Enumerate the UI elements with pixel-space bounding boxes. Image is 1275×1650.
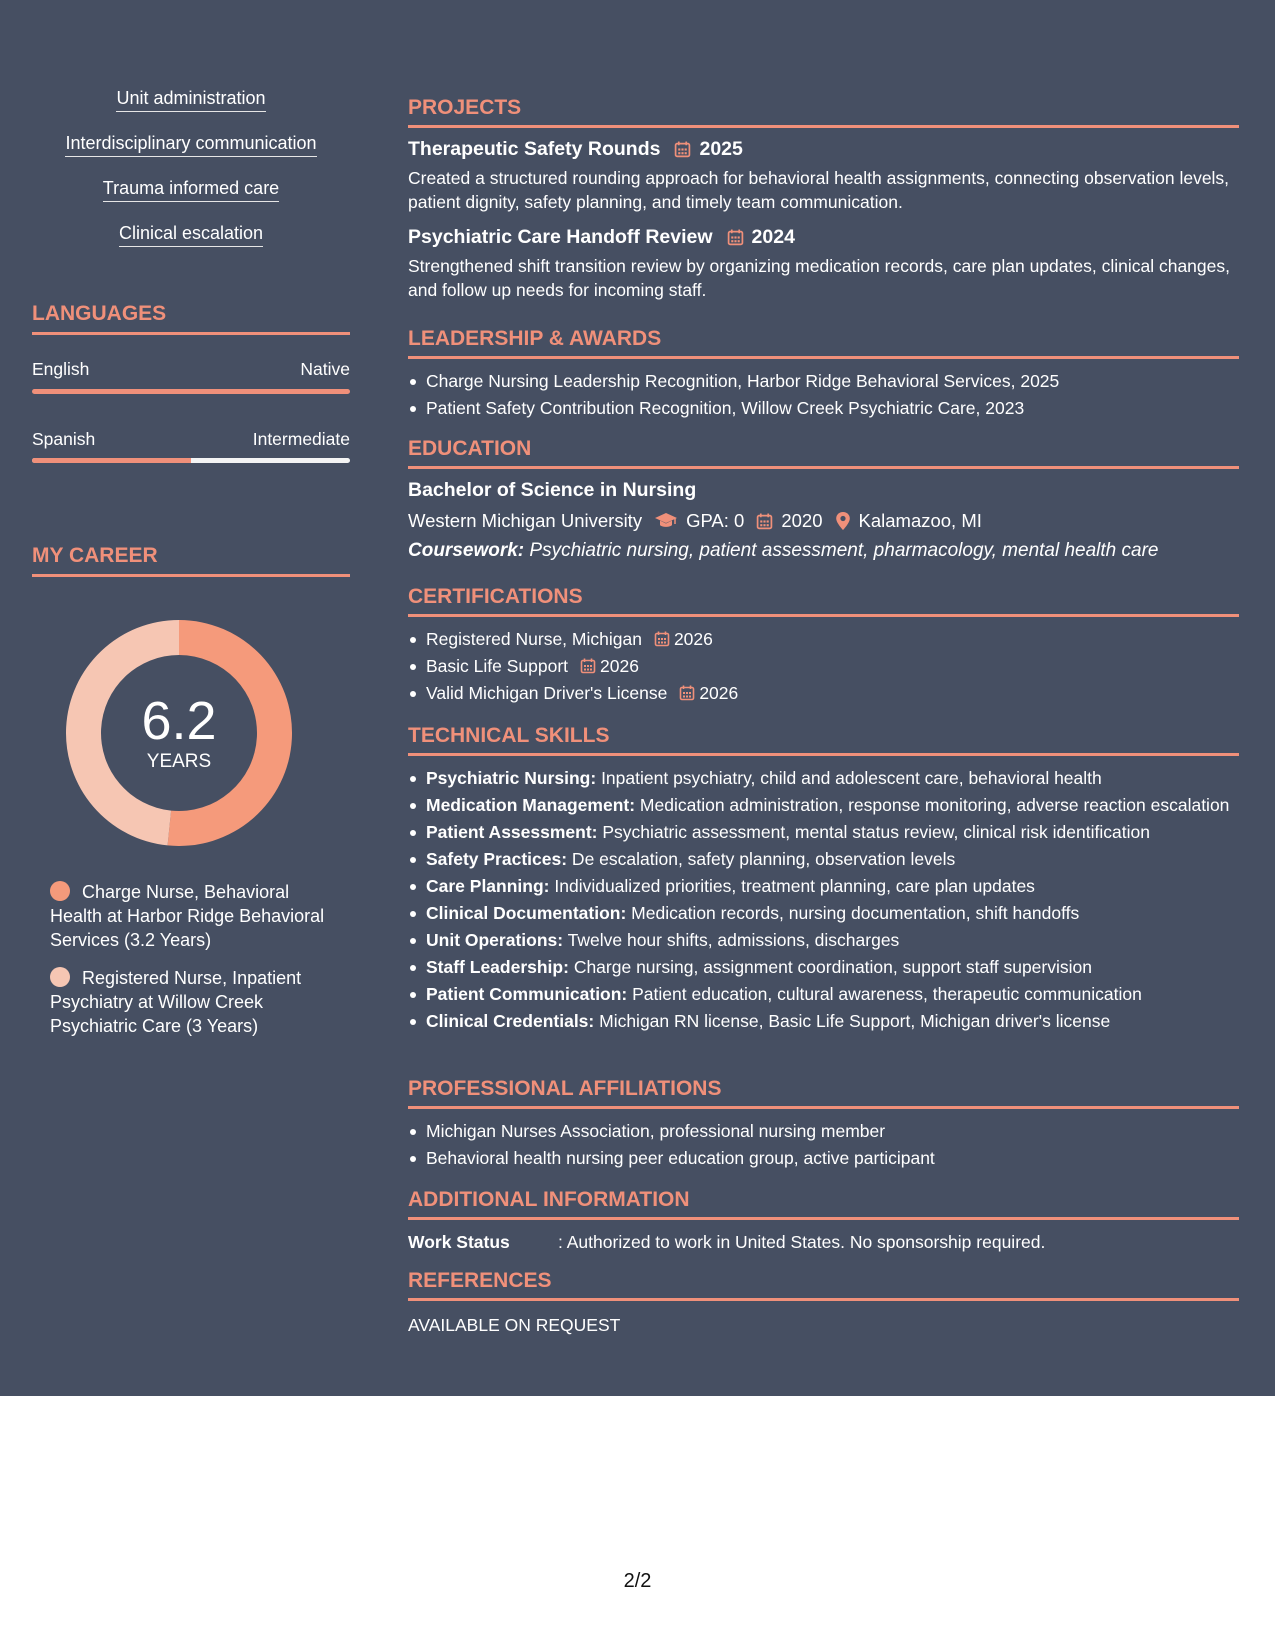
gpa: GPA: 0: [686, 510, 745, 531]
section-heading: ADDITIONAL INFORMATION: [408, 1188, 1239, 1220]
list-item: Patient Assessment: Psychiatric assessment, mental status review, clinical risk identification: [408, 820, 1239, 844]
leadership-list: [408, 369, 1239, 420]
education-section: [408, 437, 1239, 562]
list-item: Staff Leadership: Charge nursing, assignment coordination, support staff supervision: [408, 955, 1239, 979]
certifications-list: [408, 627, 1239, 705]
project-year: 2024: [751, 226, 795, 248]
list-item: Behavioral health nursing peer education group, active participant: [408, 1146, 1239, 1170]
technical-skills-list: [408, 766, 1239, 1033]
list-item: Registered Nurse, Michigan 2026: [408, 627, 1239, 651]
graduation-cap-icon: [654, 512, 678, 530]
language-name: Spanish: [32, 429, 96, 449]
list-item: Safety Practices: De escalation, safety planning, observation levels: [408, 847, 1239, 871]
project-description: Strengthened shift transition review by organizing medication records, care plan updates, clinical changes, and follow up needs for incoming staff.: [408, 256, 1230, 300]
degree-title: Bachelor of Science in Nursing: [408, 479, 697, 501]
language-row: [32, 429, 350, 450]
info-value: : Authorized to work in United States. No sponsorship required.: [558, 1232, 1046, 1252]
career-donut-chart: [66, 620, 292, 846]
list-item: Care Planning: Individualized priorities, treatment planning, care plan updates: [408, 874, 1239, 898]
list-item: Patient Safety Contribution Recognition, Willow Creek Psychiatric Care, 2023: [408, 396, 1239, 420]
technical-skills-section: [408, 724, 1239, 1036]
section-heading: PROFESSIONAL AFFILIATIONS: [408, 1077, 1239, 1109]
calendar-icon: [654, 631, 670, 647]
legend-dot-icon: [50, 881, 70, 901]
skill-tag: Clinical escalation: [32, 223, 350, 247]
list-item: Patient Communication: Patient education, cultural awareness, therapeutic communication: [408, 982, 1239, 1006]
list-item: Psychiatric Nursing: Inpatient psychiatry, child and adolescent care, behavioral health: [408, 766, 1239, 790]
project-year: 2025: [699, 138, 743, 160]
section-heading: REFERENCES: [408, 1269, 1239, 1301]
skill-tag: Trauma informed care: [32, 178, 350, 202]
list-item: Unit Operations: Twelve hour shifts, admissions, discharges: [408, 928, 1239, 952]
graduation-year: 2020: [781, 510, 823, 531]
page-number: 2/2: [623, 1570, 652, 1592]
list-item: Charge Nursing Leadership Recognition, Harbor Ridge Behavioral Services, 2025: [408, 369, 1239, 393]
calendar-icon: [580, 658, 596, 674]
language-level: Intermediate: [252, 429, 350, 449]
donut-center: [66, 620, 292, 846]
section-heading: EDUCATION: [408, 437, 1239, 469]
project-title: Psychiatric Care Handoff Review: [408, 226, 713, 248]
affiliations-section: [408, 1077, 1239, 1173]
career-legend-item: Registered Nurse, Inpatient Psychiatry at Willow Creek Psychiatric Care (3 Years): [50, 968, 302, 1036]
career-unit: YEARS: [146, 751, 212, 772]
language-bar: [32, 458, 350, 463]
calendar-icon: [679, 685, 695, 701]
skill-tag: Interdisciplinary communication: [32, 133, 350, 157]
additional-info-section: [408, 1188, 1239, 1253]
education-details: [408, 510, 1239, 532]
references-section: [408, 1269, 1239, 1336]
language-row: [32, 359, 350, 380]
list-item: Michigan Nurses Association, professional nursing member: [408, 1119, 1239, 1143]
list-item: Clinical Documentation: Medication records, nursing documentation, shift handoffs: [408, 901, 1239, 925]
career-total: 6.2: [141, 691, 217, 751]
project-title: Therapeutic Safety Rounds: [408, 138, 661, 160]
calendar-icon: [674, 141, 691, 158]
section-heading: TECHNICAL SKILLS: [408, 724, 1239, 756]
calendar-icon: [727, 229, 744, 246]
calendar-icon: [756, 513, 773, 530]
career-heading: MY CAREER: [32, 544, 350, 577]
project-title-row: [408, 226, 1239, 249]
projects-section: [408, 96, 1239, 302]
skill-tag: Unit administration: [32, 88, 350, 112]
section-heading: PROJECTS: [408, 96, 1239, 128]
work-status-row: [408, 1232, 1239, 1253]
coursework: Coursework: Psychiatric nursing, patient assessment, pharmacology, mental health care: [408, 540, 1159, 561]
career-legend-item: Charge Nurse, Behavioral Health at Harbor Ridge Behavioral Services (3.2 Years): [50, 882, 325, 950]
language-level: Native: [300, 359, 350, 379]
list-item: Basic Life Support 2026: [408, 654, 1239, 678]
list-item: Valid Michigan Driver's License 2026: [408, 681, 1239, 705]
list-item: Medication Management: Medication administration, response monitoring, adverse reaction escalation: [408, 793, 1239, 817]
language-bar: [32, 389, 350, 394]
affiliations-list: [408, 1119, 1239, 1170]
languages-heading: LANGUAGES: [32, 302, 350, 335]
project-title-row: [408, 138, 1239, 161]
list-item: Clinical Credentials: Michigan RN license, Basic Life Support, Michigan driver's license: [408, 1009, 1239, 1033]
section-heading: CERTIFICATIONS: [408, 585, 1239, 617]
references-text: AVAILABLE ON REQUEST: [408, 1315, 621, 1335]
language-name: English: [32, 359, 90, 379]
school-location: Kalamazoo, MI: [858, 510, 982, 531]
info-label: Work Status: [408, 1232, 510, 1252]
legend-dot-icon: [50, 967, 70, 987]
project-description: Created a structured rounding approach for behavioral health assignments, connecting observation levels, patient dignity, safety planning, and timely team communication.: [408, 168, 1230, 212]
certifications-section: [408, 585, 1239, 708]
section-heading: LEADERSHIP & AWARDS: [408, 327, 1239, 359]
location-pin-icon: [835, 511, 851, 531]
school-name: Western Michigan University: [408, 510, 643, 531]
leadership-section: [408, 327, 1239, 423]
